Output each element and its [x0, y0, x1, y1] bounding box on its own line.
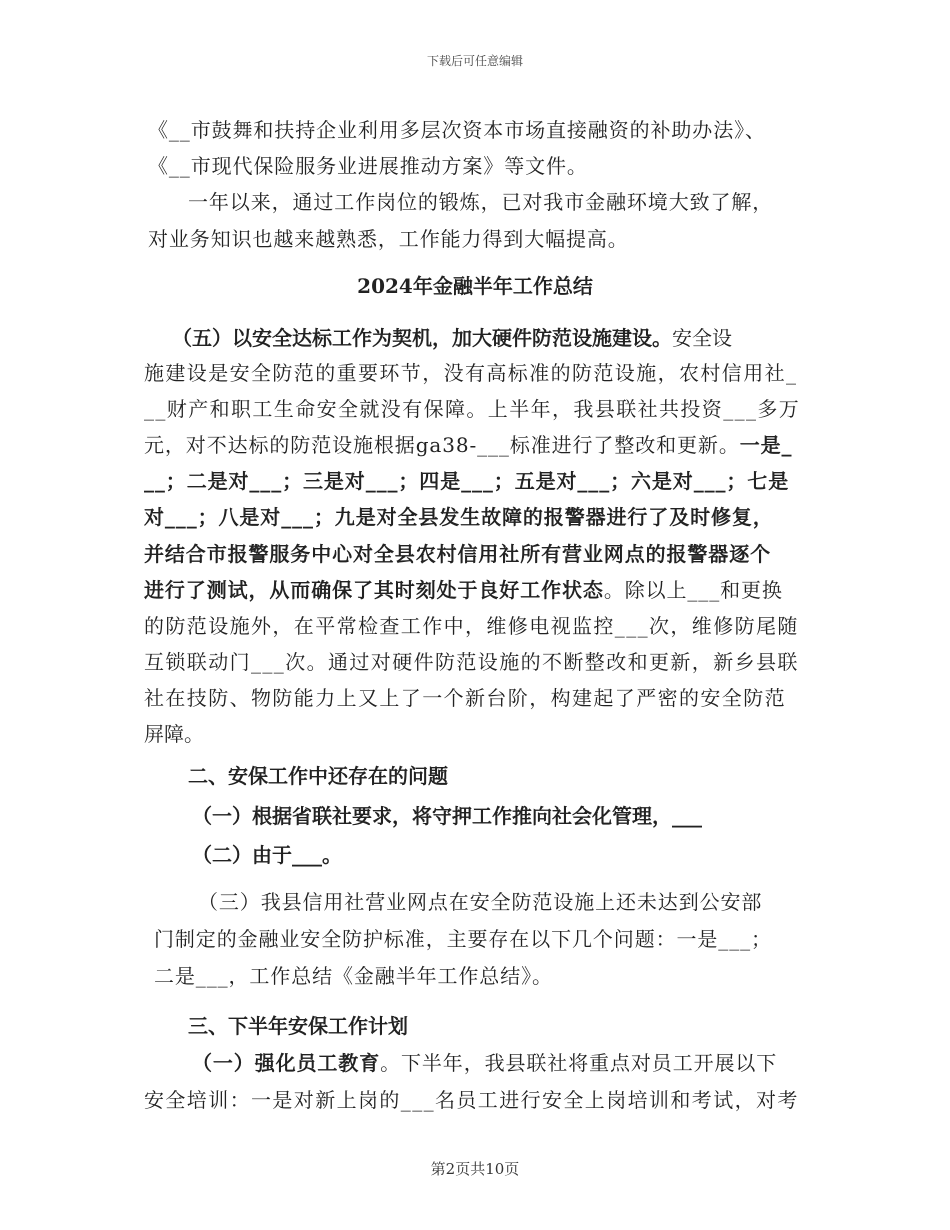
section5-line-3: __财产和职工生命安全就没有保障。上半年，我县联社共投资___多万 — [144, 397, 801, 421]
section3-item1-text: 。下半年，我县联社将重点对员工开展以下 — [380, 1051, 778, 1075]
section5-line-4 — [144, 431, 792, 459]
intro-line-2: 《__市现代保险服务业进展推动方案》等文件。 — [148, 154, 588, 178]
page-header: 下载后可任意编辑 — [426, 54, 523, 68]
document-title: 2024年金融半年工作总结 — [357, 274, 593, 298]
section5-line-1 — [172, 324, 732, 352]
section2-heading: 二、安保工作中还存在的问题 — [188, 764, 448, 788]
intro-line-1: 《__市鼓舞和扶持企业利用多层次资本市场直接融资的补助办法》、 — [148, 118, 766, 142]
section5-line-7: 并结合市报警服务中心对全县农村信用社所有营业网点的报警器逐个 — [144, 542, 771, 566]
section5-line-12: 屏障。 — [144, 722, 204, 746]
section2-item-2: （二）由于___。 — [192, 843, 342, 867]
page-footer: 第2页共10页 — [430, 1160, 520, 1178]
section5-line1-text: 安全设 — [672, 326, 732, 350]
section5-line-8 — [144, 576, 783, 604]
section5-line4-text: 元，对不达标的防范设施根据ga38-___标准进行了整改和更新。 — [144, 433, 740, 457]
section2-item-1: （一）根据省联社要求，将守押工作推向社会化管理，___ — [192, 804, 702, 828]
section5-line8-bold: 进行了测试，从而确保了其时刻处于良好工作状态 — [144, 578, 604, 602]
section5-line-9: 的防范设施外，在平常检查工作中，维修电视监控___次，维修防尾随 — [144, 614, 799, 638]
section5-line-5: __；二是对___；三是对___；四是___；五是对___；六是对___；七是 — [144, 469, 790, 493]
section5-heading: （五）以安全达标工作为契机，加大硬件防范设施建设。 — [172, 326, 672, 350]
section5-line4-bold: 一是_ — [739, 433, 793, 457]
section5-line-6: 对___；八是对___；九是对全县发生故障的报警器进行了及时修复， — [144, 505, 774, 529]
section2-item-3-line-1: （三）我县信用社营业网点在安全防范设施上还未达到公安部 — [198, 890, 763, 914]
intro-line-3: 一年以来，通过工作岗位的锻炼，已对我市金融环境大致了解， — [188, 190, 774, 214]
section5-line8-text: 。除以上___和更换 — [603, 578, 783, 602]
intro-line-4: 对业务知识也越来越熟悉，工作能力得到大幅提高。 — [148, 227, 629, 251]
section5-line-2: 施建设是安全防范的重要环节，没有高标准的防范设施，农村信用社_ — [144, 361, 798, 385]
section2-item-3-line-2: 门制定的金融业安全防护标准，主要存在以下几个问题：一是___； — [154, 927, 772, 951]
section3-line-1 — [192, 1049, 777, 1077]
section5-line-10: 互锁联动门___次。通过对硬件防范设施的不断整改和更新，新乡县联 — [144, 650, 799, 674]
section3-line-2: 安全培训：一是对新上岗的___名员工进行安全上岗培训和考试，对考 — [144, 1088, 799, 1112]
section3-item1-heading: （一）强化员工教育 — [192, 1051, 381, 1075]
section3-heading: 三、下半年安保工作计划 — [188, 1014, 408, 1038]
section5-line-11: 社在技防、物防能力上又上了一个新台阶，构建起了严密的安全防范 — [144, 686, 786, 710]
section2-item-3-line-3: 二是___，工作总结《金融半年工作总结》。 — [154, 964, 553, 988]
